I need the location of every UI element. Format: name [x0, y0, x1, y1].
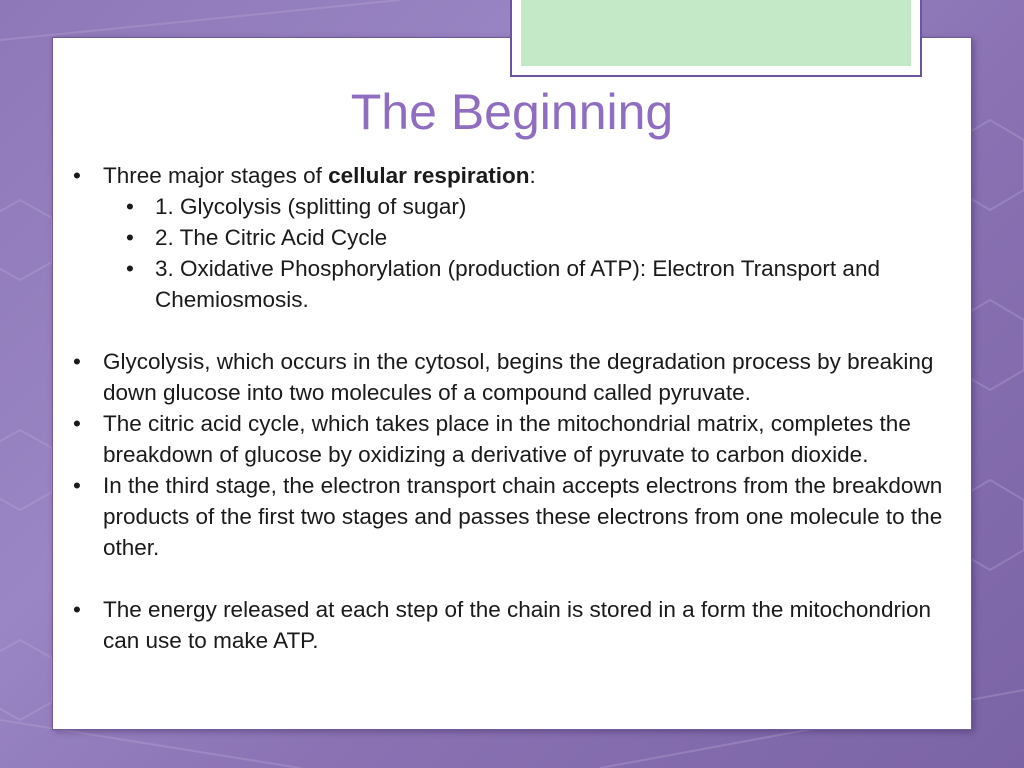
- point-text: The citric acid cycle, which takes place in the mitochondrial matrix, completes the breakdown of glucose by oxidizing a derivative of pyruvate to carbon dioxide.: [103, 411, 911, 467]
- stage-text: 2. The Citric Acid Cycle: [155, 225, 388, 250]
- sub-bullet-stage-2: [70, 222, 950, 253]
- sub-bullet-stage-1: [70, 191, 950, 222]
- spacer: [70, 315, 950, 346]
- bullet-dot: •: [73, 597, 81, 622]
- intro-prefix: Three major stages of: [103, 163, 329, 188]
- bullet-dot: •: [126, 225, 134, 250]
- bullet-dot: •: [73, 163, 81, 188]
- point-text: Glycolysis, which occurs in the cytosol, begins the degradation process by breaking down glucose into two molecules of a compound called pyruvate.: [103, 349, 934, 405]
- bullet-dot: •: [73, 349, 81, 374]
- intro-bold-term: cellular respiration: [328, 163, 530, 188]
- bullet-dot: •: [126, 256, 134, 281]
- bullet-intro: [70, 160, 950, 191]
- intro-suffix: :: [529, 163, 536, 188]
- stage-text: 1. Glycolysis (splitting of sugar): [155, 194, 467, 219]
- stage-text: 3. Oxidative Phosphorylation (production of ATP): Electron Transport and Chemiosmosis.: [155, 256, 880, 312]
- spacer: [70, 563, 950, 594]
- title-accent-fill: [521, 0, 911, 66]
- bullet-glycolysis: [70, 346, 950, 408]
- sub-bullet-stage-3: [70, 253, 950, 315]
- bullet-dot: •: [73, 473, 81, 498]
- bullet-citric-acid-cycle: [70, 408, 950, 470]
- slide-title: The Beginning: [350, 84, 674, 140]
- bullet-dot: •: [126, 194, 134, 219]
- bullet-energy-atp: [70, 594, 950, 656]
- slide-content: [70, 160, 950, 656]
- closing-text: The energy released at each step of the chain is stored in a form the mitochondrion can use to make ATP.: [103, 597, 931, 653]
- title-accent-box: [510, 0, 922, 77]
- bullet-dot: •: [73, 411, 81, 436]
- point-text: In the third stage, the electron transport chain accepts electrons from the breakdown products of the first two stages and passes these electrons from one molecule to the other.: [103, 473, 943, 560]
- bullet-electron-transport: [70, 470, 950, 563]
